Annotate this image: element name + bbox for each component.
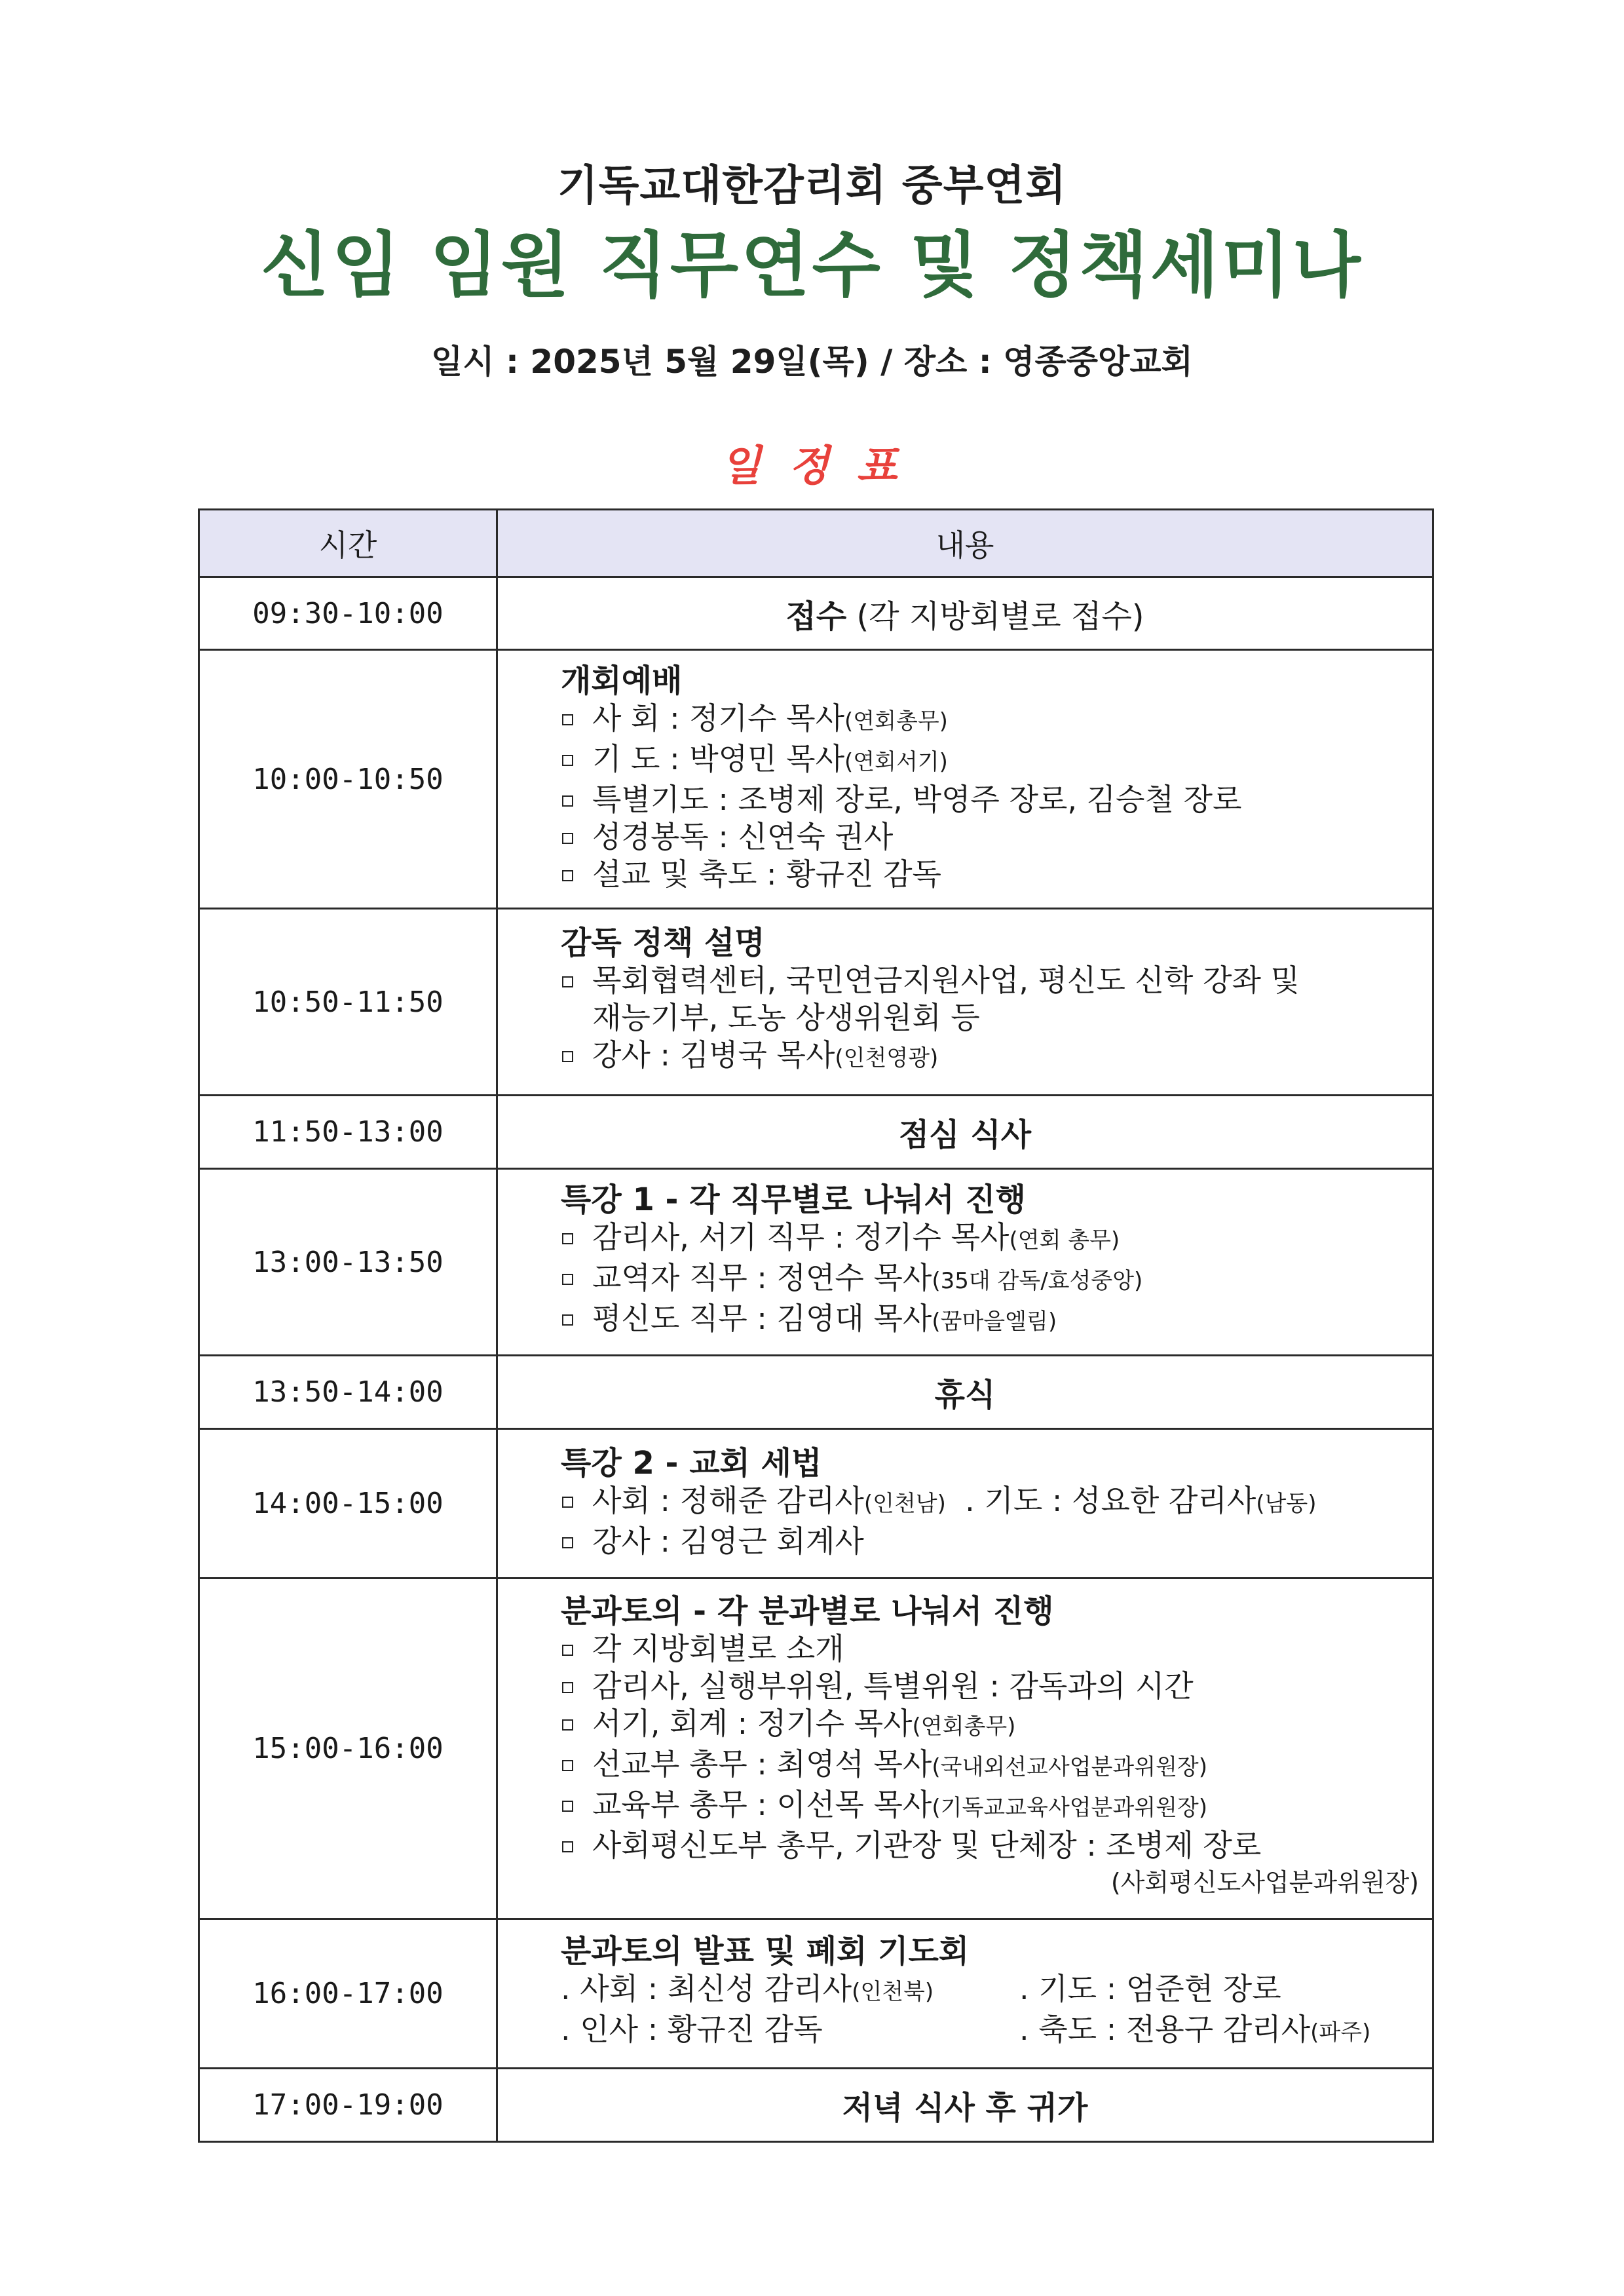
- row-title: 분과토의 - 각 분과별로 나눠서 진행: [561, 1593, 1054, 1630]
- list-item: 교육부 총무 : 이선목 목사(기독교교육사업분과위원장): [561, 1786, 1419, 1827]
- list-item: 각 지방회별로 소개: [561, 1630, 1419, 1668]
- list-item: 교역자 직무 : 정연수 목사(35대 감독/효성중앙): [561, 1259, 1419, 1300]
- list-item: 서기, 회계 : 정기수 목사(연회총무): [561, 1705, 1419, 1746]
- row-time: 10:50-11:50: [199, 909, 497, 1096]
- row-time: 10:00-10:50: [199, 650, 497, 909]
- list-item: 강사 : 김병국 목사(인천영광): [561, 1037, 1419, 1077]
- list-item: 감리사, 실행부위원, 특별위원 : 감독과의 시간: [561, 1668, 1419, 1705]
- row-title: 휴식: [934, 1377, 996, 1413]
- row-content: [497, 577, 1433, 650]
- schedule-table: [198, 508, 1434, 2143]
- list-item: 설교 및 축도 : 황규진 감독: [561, 856, 1419, 893]
- list-item: 기 도 : 박영민 목사(연회서기): [561, 740, 1419, 781]
- table-row: [199, 650, 1433, 909]
- date-and-place: 일시 : 2025년 5월 29일(목) / 장소 : 영종중앙교회: [431, 343, 1193, 381]
- table-row: [199, 577, 1433, 650]
- table-row: [199, 1169, 1433, 1356]
- list-item: 사회평신도부 총무, 기관장 및 단체장 : 조병제 장로: [561, 1827, 1419, 1864]
- list-item-continuation: 재능기부, 도농 상생위원회 등: [592, 999, 980, 1035]
- list-item: 특별기도 : 조병제 장로, 박영주 장로, 김승철 장로: [561, 781, 1419, 818]
- list-item: . 인사 : 황규진 감독 . 축도 : 전용구 감리사(파주): [561, 2012, 1371, 2047]
- row-content: [497, 2069, 1433, 2142]
- row-title: 특강 1 - 각 직무별로 나눠서 진행: [561, 1181, 1027, 1218]
- table-row: [199, 2069, 1433, 2142]
- document-title: 신임 임원 직무연수 및 정책세미나: [261, 225, 1363, 307]
- list-item: 선교부 총무 : 최영석 목사(국내외선교사업분과위원장): [561, 1746, 1419, 1786]
- table-row: [199, 1356, 1433, 1429]
- list-item: 사 회 : 정기수 목사(연회총무): [561, 700, 1419, 740]
- row-time: 14:00-15:00: [199, 1429, 497, 1578]
- organization-name: 기독교대한감리회 중부연회: [557, 162, 1067, 210]
- row-time: 15:00-16:00: [199, 1578, 497, 1919]
- list-item: 사회 : 정해준 감리사(인천남) . 기도 : 성요한 감리사(남동): [561, 1482, 1419, 1523]
- row-detail: (각 지방회별로 접수): [846, 598, 1144, 635]
- row-title: 감독 정책 설명: [561, 924, 765, 961]
- list-item: 강사 : 김영근 회계사: [561, 1523, 1419, 1560]
- row-time: 09:30-10:00: [199, 577, 497, 650]
- table-row: [199, 909, 1433, 1096]
- table-row: [199, 1096, 1433, 1169]
- table-row: [199, 1429, 1433, 1578]
- row-time: 11:50-13:00: [199, 1096, 497, 1169]
- row-title: 점심 식사: [898, 1117, 1032, 1153]
- row-content: [497, 1578, 1433, 1919]
- row-content: [497, 909, 1433, 1096]
- row-title: 저녁 식사 후 귀가: [842, 2090, 1088, 2126]
- row-title: 분과토의 발표 및 폐회 기도회: [561, 1933, 970, 1970]
- row-content: [497, 1356, 1433, 1429]
- table-row: [199, 1578, 1433, 1919]
- row-content: [497, 1429, 1433, 1578]
- row-title: 개회예배: [561, 662, 683, 699]
- list-item: 평신도 직무 : 김영대 목사(꿈마을엘림): [561, 1300, 1419, 1341]
- list-item: 목회협력센터, 국민연금지원사업, 평신도 신학 강좌 및: [561, 962, 1419, 999]
- list-item: 감리사, 서기 직무 : 정기수 목사(연회 총무): [561, 1219, 1419, 1259]
- table-header-row: [199, 510, 1433, 577]
- row-title: 특강 2 - 교회 세법: [561, 1444, 822, 1482]
- row-content: [497, 1169, 1433, 1356]
- row-time: 13:50-14:00: [199, 1356, 497, 1429]
- list-item: 성경봉독 : 신연숙 권사: [561, 818, 1419, 856]
- row-content: [497, 1919, 1433, 2069]
- list-item: . 사회 : 최신성 감리사(인천북) . 기도 : 엄준현 장로: [561, 1971, 1281, 2006]
- list-item-note: (사회평신도사업분과위원장): [1110, 1868, 1419, 1897]
- header-content: 내용: [497, 510, 1433, 577]
- table-row: [199, 1919, 1433, 2069]
- row-content: [497, 650, 1433, 909]
- row-time: 13:00-13:50: [199, 1169, 497, 1356]
- schedule-label: 일 정 표: [720, 442, 904, 491]
- row-title: 접수: [785, 598, 847, 635]
- row-time: 17:00-19:00: [199, 2069, 497, 2142]
- row-time: 16:00-17:00: [199, 1919, 497, 2069]
- row-content: [497, 1096, 1433, 1169]
- header-time: 시간: [199, 510, 497, 577]
